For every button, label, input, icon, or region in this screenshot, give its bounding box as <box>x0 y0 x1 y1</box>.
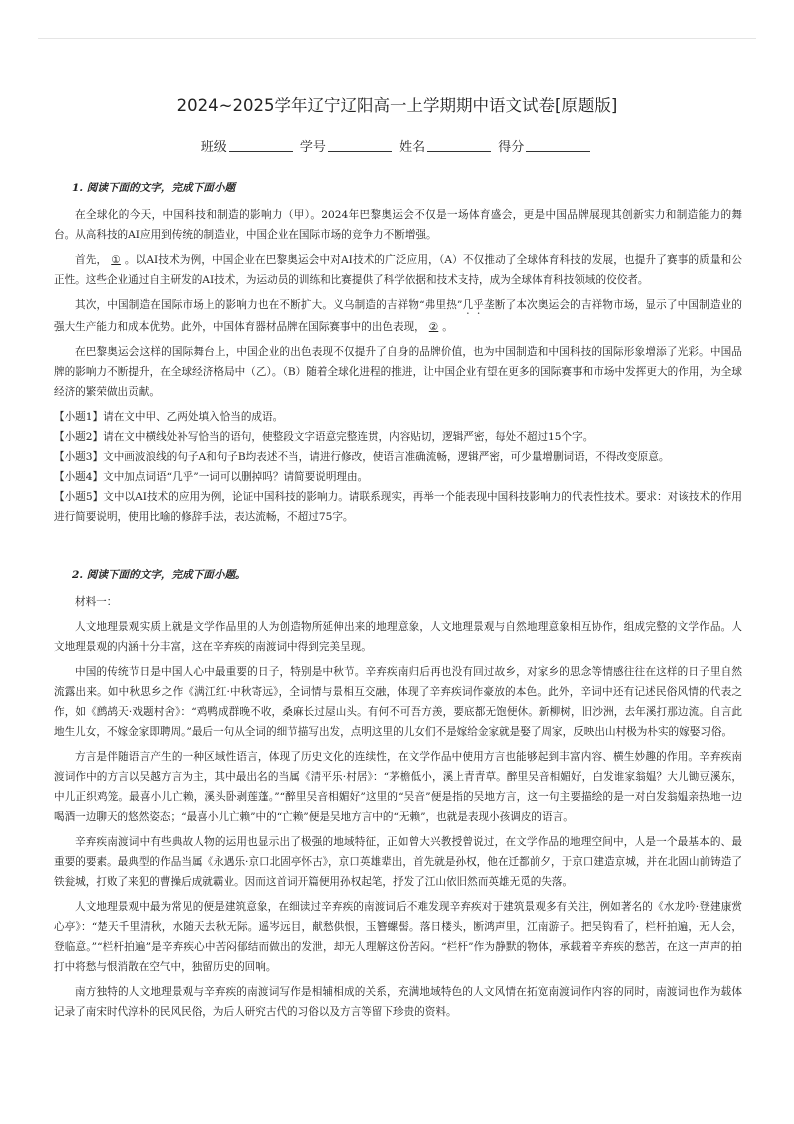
id-label: 学号 <box>299 140 326 155</box>
sub-question-3: 【小题3】文中画波浪线的句子A和句子B均表述不当，请进行修改，使语言准确流畅，逻辑严密，可少量增删词语，不得改变原意。 <box>54 451 670 463</box>
question-1-heading: 1. 阅读下面的文字，完成下面小题 <box>72 182 236 194</box>
q2-paragraph-4: 辛弃疾南渡词中有些典故人物的运用也显示出了极强的地域特征，正如曾大兴教授曾说过，在文学作品的地理空间中，人是一个最基本的、最重要的要素。最典型的作品当属《永遇乐·京口北固亭怀古》，京口英雄辈出，首先就是孙权，他在迁都前夕，于京口建造京城，并在北固山前铸造了铁瓮城，打败了来犯的曹操后成就霸业。因而这首词开篇便用孙权起笔，抒发了江山依旧然而英雄无觅的失落。 <box>54 836 742 888</box>
question-2 <box>54 565 742 1022</box>
q1-paragraph-1: 在全球化的今天，中国科技和制造的影响力（甲）。2024年巴黎奥运会不仅是一场体育盛会，更是中国品牌展现其创新实力和制造能力的舞台。从高科技的AI应用到传统的制造业，中国企业在国际市场的竞争力不断增强。 <box>54 209 742 241</box>
score-field[interactable] <box>526 139 590 152</box>
sub-question-5: 【小题5】文中以AI技术的应用为例，论证中国科技的影响力。请联系现实，再举一个能表现中国科技影响力的代表性技术。要求：对该技术的作用进行简要说明，使用比喻的修辞手法，表达流畅，不超过75字。 <box>54 491 742 523</box>
q1-p3-text-a: 其次，中国制造在国际市场上的影响力也在不断扩大。义乌制造的吉祥物“弗里热” <box>75 299 463 311</box>
q1-p2-text-a: 首先， <box>75 254 108 266</box>
name-label: 姓名 <box>399 140 426 155</box>
q2-paragraph-6: 南方独特的人文地理景观与辛弃疾的南渡词写作是相辅相成的关系，充满地域特色的人文风情在拓宽南渡词作内容的同时，南渡词也作为载体记录了南宋时代淳朴的民风民俗，为后人研究古代的习俗以及方言等留下珍贵的资料。 <box>54 986 742 1018</box>
section-gap <box>54 527 742 565</box>
q1-p3-text-b: 垄断了本次奥运会的吉祥物市场，显示了中国制造业的强大生产能力和成本优势。此外，中国体育器材品牌在国际赛事中的出色表现， <box>54 299 742 333</box>
student-info-line <box>0 136 794 155</box>
fill-blank-2: ② <box>428 321 439 333</box>
sub-question-2: 【小题2】请在文中横线处补写恰当的语句，使整段文字语意完整连贯，内容贴切，逻辑严密，每处不超过15个字。 <box>54 431 594 443</box>
sub-question-1: 【小题1】请在文中甲、乙两处填入恰当的成语。 <box>54 411 284 423</box>
q2-paragraph-2: 中国的传统节日是中国人心中最重要的日子，特别是中秋节。辛弃疾南归后再也没有回过故乡，对家乡的思念等情感往往在这样的日子里自然流露出来。如中秋思乡之作《满江红·中秋寄远》，全词情与景相互交融，体现了辛弃疾词作豪放的本色。此外，辛词中还有记述民俗风情的代表之作，如《鹧鸪天·戏题村舍》：“鸡鸭成群晚不收，桑麻长过屋山头。有何不可吾方羡，要底都无饱便休。新柳树，旧沙洲，去年溪打那边流。自言此地生儿女，不嫁金家即聘周。”最后一句从全词的细节描写出发，点明这里的儿女们不是嫁给金家就是娶了周家，反映出山村极为朴实的嫁娶习俗。 <box>54 666 742 738</box>
q2-paragraph-5: 人文地理景观中最为常见的便是建筑意象，在细读过辛弃疾的南渡词后不难发现辛弃疾对于建筑景观多有关注，例如著名的《水龙吟·登建康赏心亭》：“楚天千里清秋，水随天去秋无际。遥岑远目，献愁供恨，玉簪螺髻。落日楼头，断鸿声里，江南游子。把吴钩看了，栏杆拍遍，无人会，登临意。”“栏杆拍遍”是辛弃疾心中苦闷郁结而做出的发泄，却无人理解这份苦闷。“栏杆”作为静默的物体，承载着辛弃疾的愁苦，在这一声声的拍打中将愁与恨消散在空气中，独留历史的回响。 <box>54 901 742 973</box>
q1-p3-text-c: 。 <box>442 321 453 333</box>
fill-blank-1: ① <box>111 254 121 266</box>
id-field[interactable] <box>328 139 392 152</box>
q1-paragraph-3 <box>54 295 742 337</box>
page-title: 2024~2025学年辽宁辽阳高一上学期期中语文试卷[原题版] <box>176 96 618 115</box>
class-label: 班级 <box>200 140 227 155</box>
q2-paragraph-1: 人文地理景观实质上就是文学作品里的人为创造物所延伸出来的地理意象，人文地理景观与自然地理意象相互协作，组成完整的文学作品。人文地理景观的内涵十分丰富，这在辛弃疾的南渡词中得到完美呈现。 <box>54 621 742 653</box>
question-2-heading: 2. 阅读下面的文字，完成下面小题。 <box>72 569 246 581</box>
header-rule <box>38 38 756 39</box>
q1-paragraph-2 <box>54 250 742 290</box>
question-1 <box>54 178 742 527</box>
name-field[interactable] <box>427 139 491 152</box>
dotted-word: 几乎 <box>462 299 485 311</box>
q1-paragraph-4: 在巴黎奥运会这样的国际舞台上，中国企业的出色表现不仅提升了自身的品牌价值，也为中国制造和中国科技的国际形象增添了光彩。中国品牌的影响力不断提升，在全球经济格局中（乙）。（B）随着全球化进程的推进，让中国企业有望在更多的国际赛事和市场中发挥更大的作用，为全球经济的繁荣做出贡献。 <box>54 346 742 398</box>
q2-paragraph-3: 方言是伴随语言产生的一种区域性语言，体现了历史文化的连续性，在文学作品中使用方言也能够起到丰富内容、横生妙趣的作用。辛弃疾南渡词作中的方言以吴越方言为主，其中最出名的当属《清平乐·村居》：“茅檐低小，溪上青青草。醉里吴音相媚好，白发谁家翁媪？大儿锄豆溪东，中儿正织鸡笼。最喜小儿亡赖，溪头卧剥莲蓬。”“醉里吴音相媚好”这里的“吴音”便是指的吴地方言，这一句主要描绘的是一对白发翁媪亲热地一边喝酒一边聊天的悠然姿态；“最喜小儿亡赖”中的“亡赖”便是吴地方言中的“无赖”，也就是表现小孩调皮的语言。 <box>54 751 742 823</box>
q1-p2-text-b: 。以AI技术为例，中国企业在巴黎奥运会中对AI技术的广泛应用，（A）不仅推动了全球体育科技的发展，也提升了赛事的质量和公正性。这些企业通过自主研发的AI技术，为运动员的训练和比赛提供了科学依据和技术支持，成为全球体育科技领域的佼佼者。 <box>54 254 743 286</box>
exam-content <box>54 178 742 1027</box>
class-field[interactable] <box>229 139 293 152</box>
score-label: 得分 <box>498 140 525 155</box>
material-label: 材料一： <box>75 596 118 608</box>
sub-question-4: 【小题4】文中加点词语“几乎”一词可以删掉吗？请简要说明理由。 <box>54 471 369 483</box>
